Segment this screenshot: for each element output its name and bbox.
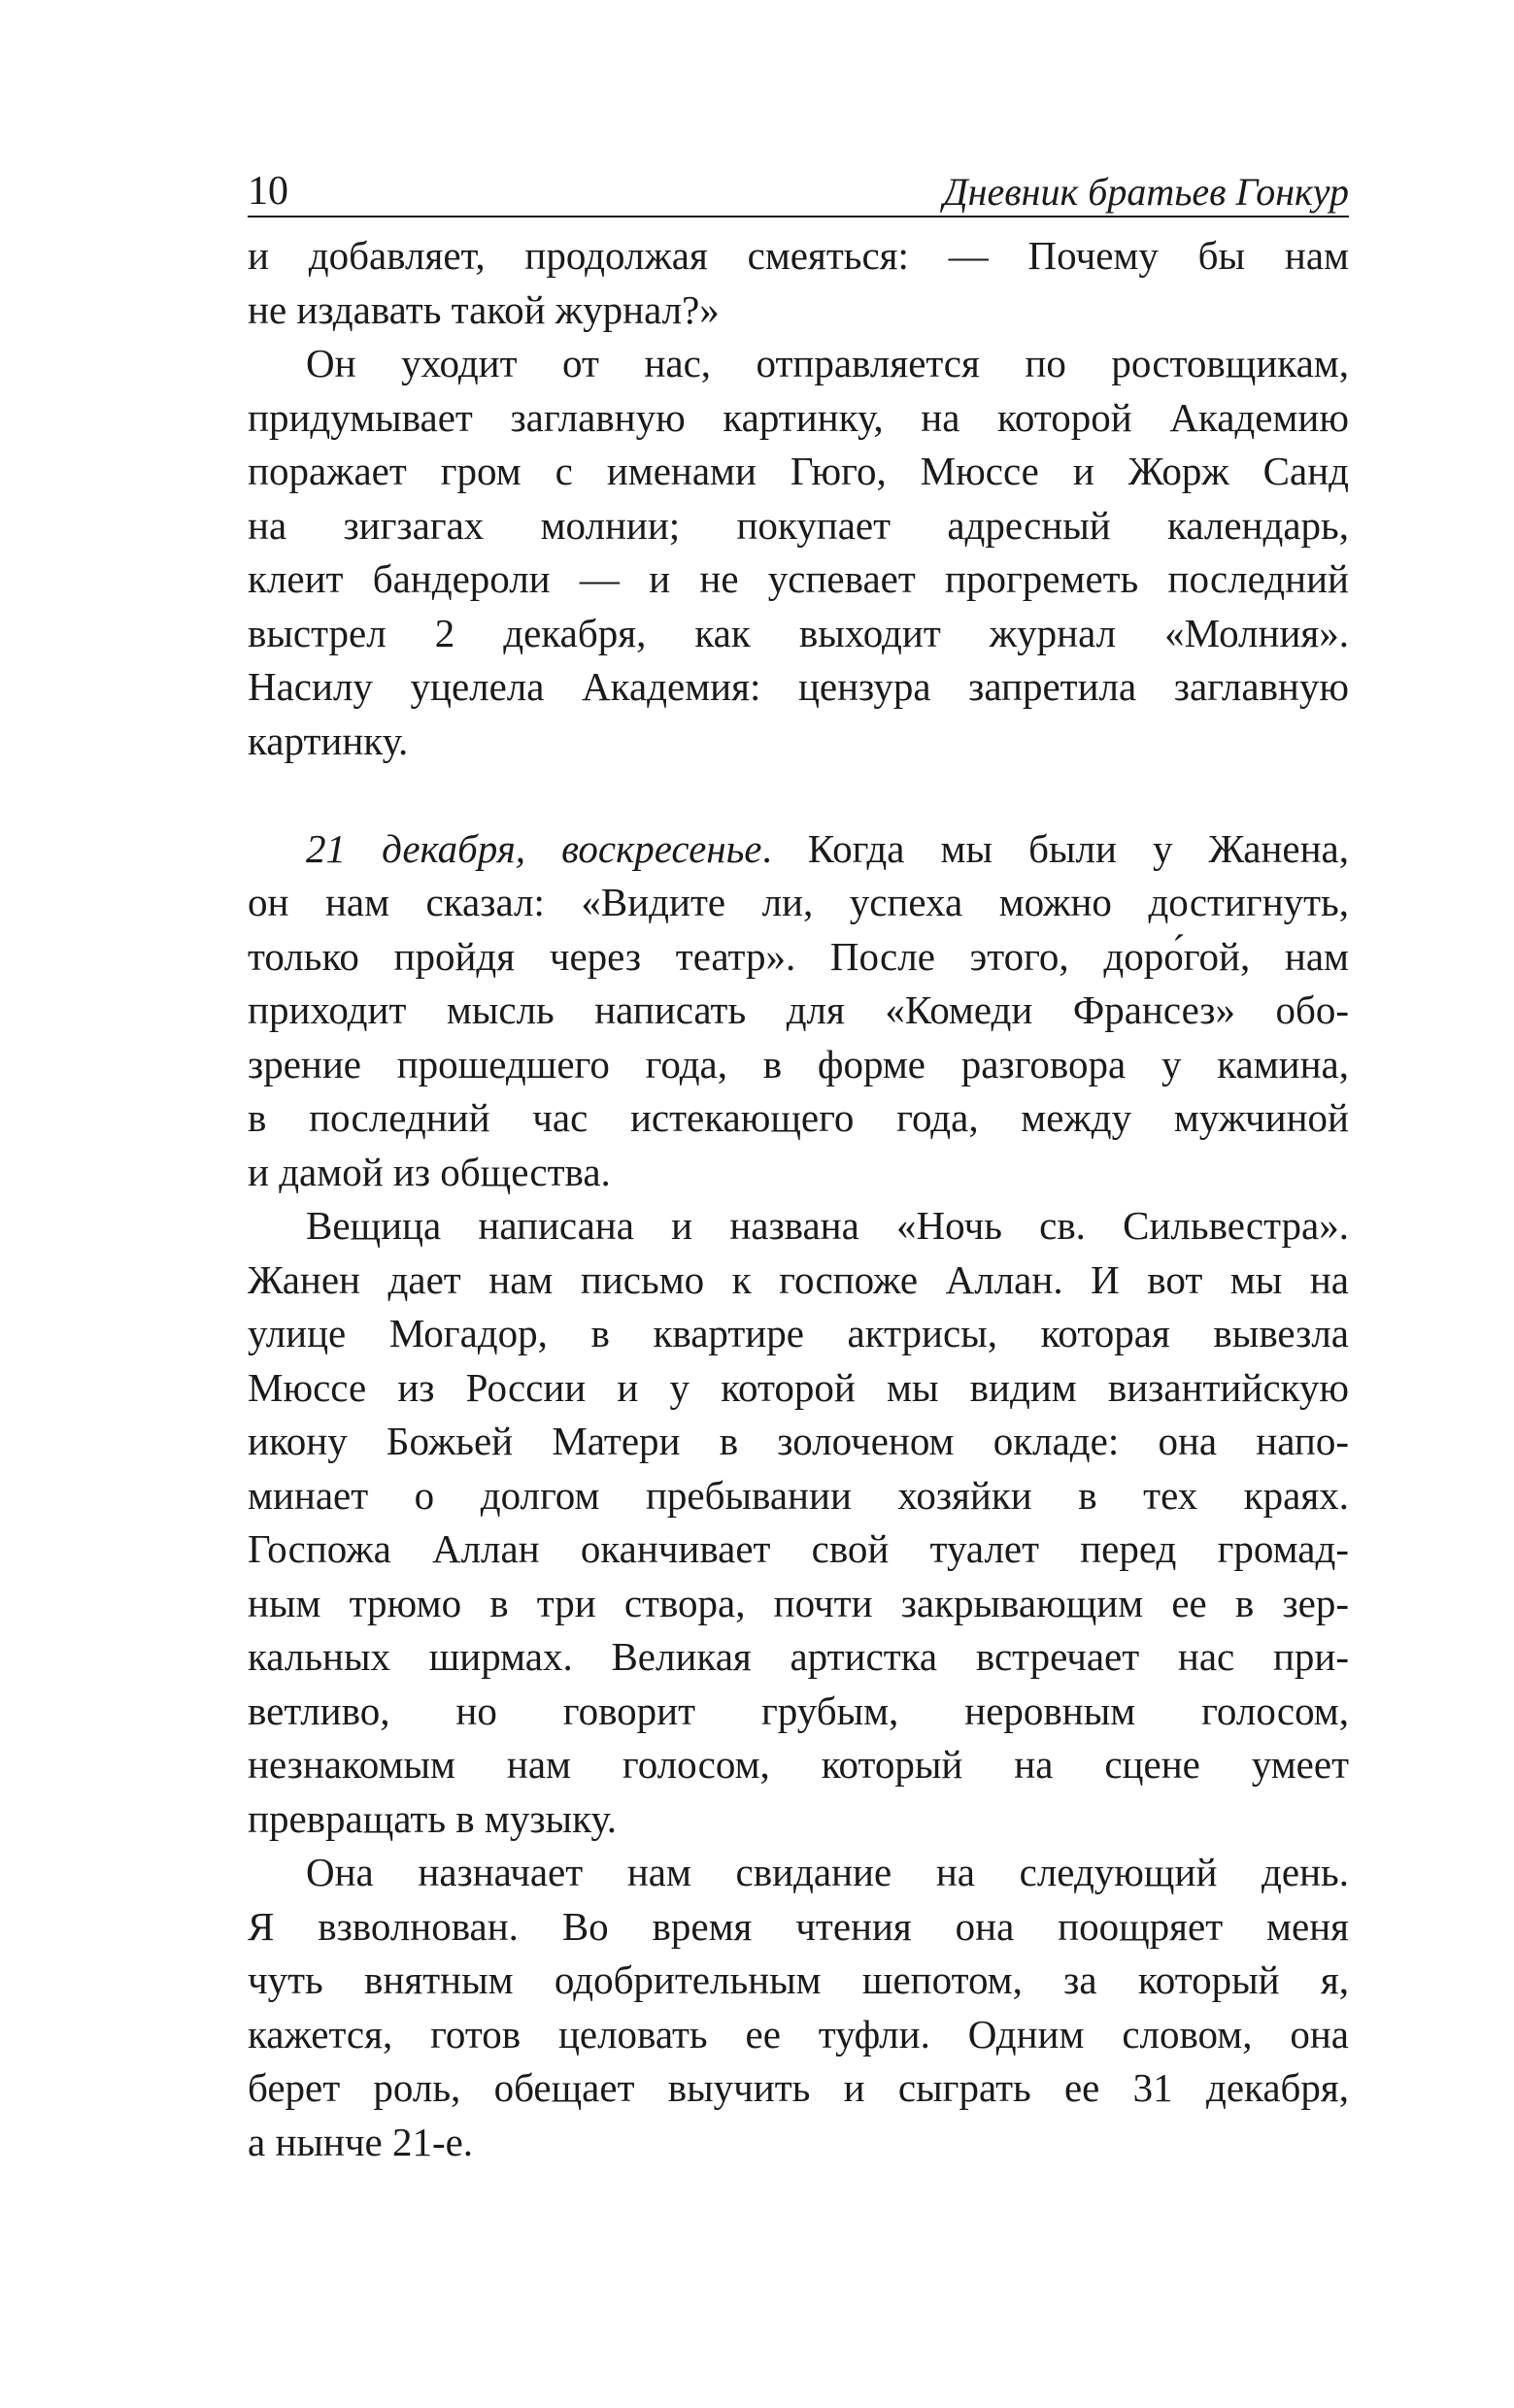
text-line: ветливо, но говорит грубым, неровным голосом, bbox=[248, 1688, 1349, 1733]
text-line: икону Божьей Матери в золоченом окладе: она напо- bbox=[248, 1419, 1349, 1463]
text-line: Жанен дает нам письмо к госпоже Аллан. И вот мы на bbox=[248, 1256, 1349, 1302]
paragraph bbox=[248, 1199, 1349, 1846]
text-line: улице Могадор, в квартире актрисы, которая вывезла bbox=[248, 1311, 1349, 1355]
text-line: зрение прошедшего года, в форме разговора у камина, bbox=[248, 1041, 1349, 1087]
text-line: только пройдя через театр». После этого, доро́гой, нам bbox=[248, 933, 1349, 979]
page-number: 10 bbox=[248, 169, 288, 214]
text-line: превращать в музыку. bbox=[248, 1795, 618, 1841]
text-line: Я взволнован. Во время чтения она поощряет меня bbox=[248, 1903, 1349, 1949]
text-line: чуть внятным одобрительным шепотом, за который я, bbox=[248, 1957, 1349, 2002]
text-line: не издавать такой журнал?» bbox=[248, 286, 720, 332]
text-line: поражает гром с именами Гюго, Мюссе и Жорж Санд bbox=[248, 449, 1349, 493]
text-line: ным трюмо в три створа, почти закрывающим ее в зер- bbox=[248, 1580, 1349, 1625]
paragraph bbox=[248, 229, 1349, 337]
entry-text: . Когда мы были у Жанена, bbox=[761, 825, 1349, 871]
text-line: он нам сказал: «Видите ли, успеха можно достигнуть, bbox=[248, 880, 1349, 924]
text-line: Он уходит от нас, отправляется по ростовщикам, bbox=[306, 341, 1349, 385]
text-line: на зигзагах молнии; покупает адресный календарь, bbox=[248, 502, 1349, 548]
text-line: клеит бандероли — и не успевает прогреметь последний bbox=[248, 556, 1349, 601]
text-line: кальных ширмах. Великая артистка встречает нас при- bbox=[248, 1634, 1349, 1679]
text-line: Насилу уцелела Академия: цензура запретила заглавную bbox=[248, 664, 1349, 709]
paragraph bbox=[248, 1846, 1349, 2169]
text-line: приходит мысль написать для «Комеди Франсез» обо- bbox=[248, 987, 1349, 1032]
text-line: минает о долгом пребывании хозяйки в тех краях. bbox=[248, 1472, 1349, 1518]
text-line: кажется, готов целовать ее туфли. Одним словом, она bbox=[248, 2011, 1349, 2057]
body-text bbox=[248, 229, 1349, 2169]
text-line bbox=[248, 822, 1349, 877]
entry-separator bbox=[248, 768, 1349, 822]
text-line: картинку. bbox=[248, 718, 409, 763]
text-line: придумывает заглавную картинку, на которой Академию bbox=[248, 394, 1349, 440]
page-header bbox=[248, 155, 1349, 217]
text-line: берет роль, обещает выучить и сыграть ее 31 декабря, bbox=[248, 2065, 1349, 2110]
text-line: незнакомым нам голосом, который на сцене умеет bbox=[248, 1742, 1349, 1787]
running-title: Дневник братьев Гонкур bbox=[943, 170, 1349, 214]
text-line: в последний час истекающего года, между мужчиной bbox=[248, 1095, 1349, 1140]
text-line: выстрел 2 декабря, как выходит журнал «Молния». bbox=[248, 610, 1349, 655]
text-line: и добавляет, продолжая смеяться: — Почему бы нам bbox=[248, 233, 1349, 278]
text-line: Она назначает нам свидание на следующий день. bbox=[306, 1850, 1349, 1894]
text-line: Мюссе из России и у которой мы видим византийскую bbox=[248, 1364, 1349, 1410]
diary-entry-paragraph bbox=[248, 822, 1349, 1200]
text-line: а нынче 21-е. bbox=[248, 2119, 474, 2164]
text-line: Госпожа Аллан оканчивает свой туалет перед громад- bbox=[248, 1526, 1349, 1571]
entry-date: 21 декабря, воскресенье bbox=[306, 825, 762, 871]
text-line: и дамой из общества. bbox=[248, 1149, 611, 1194]
text-line: Вещица написана и названа «Ночь св. Сильвестра». bbox=[306, 1203, 1349, 1248]
paragraph bbox=[248, 337, 1349, 768]
